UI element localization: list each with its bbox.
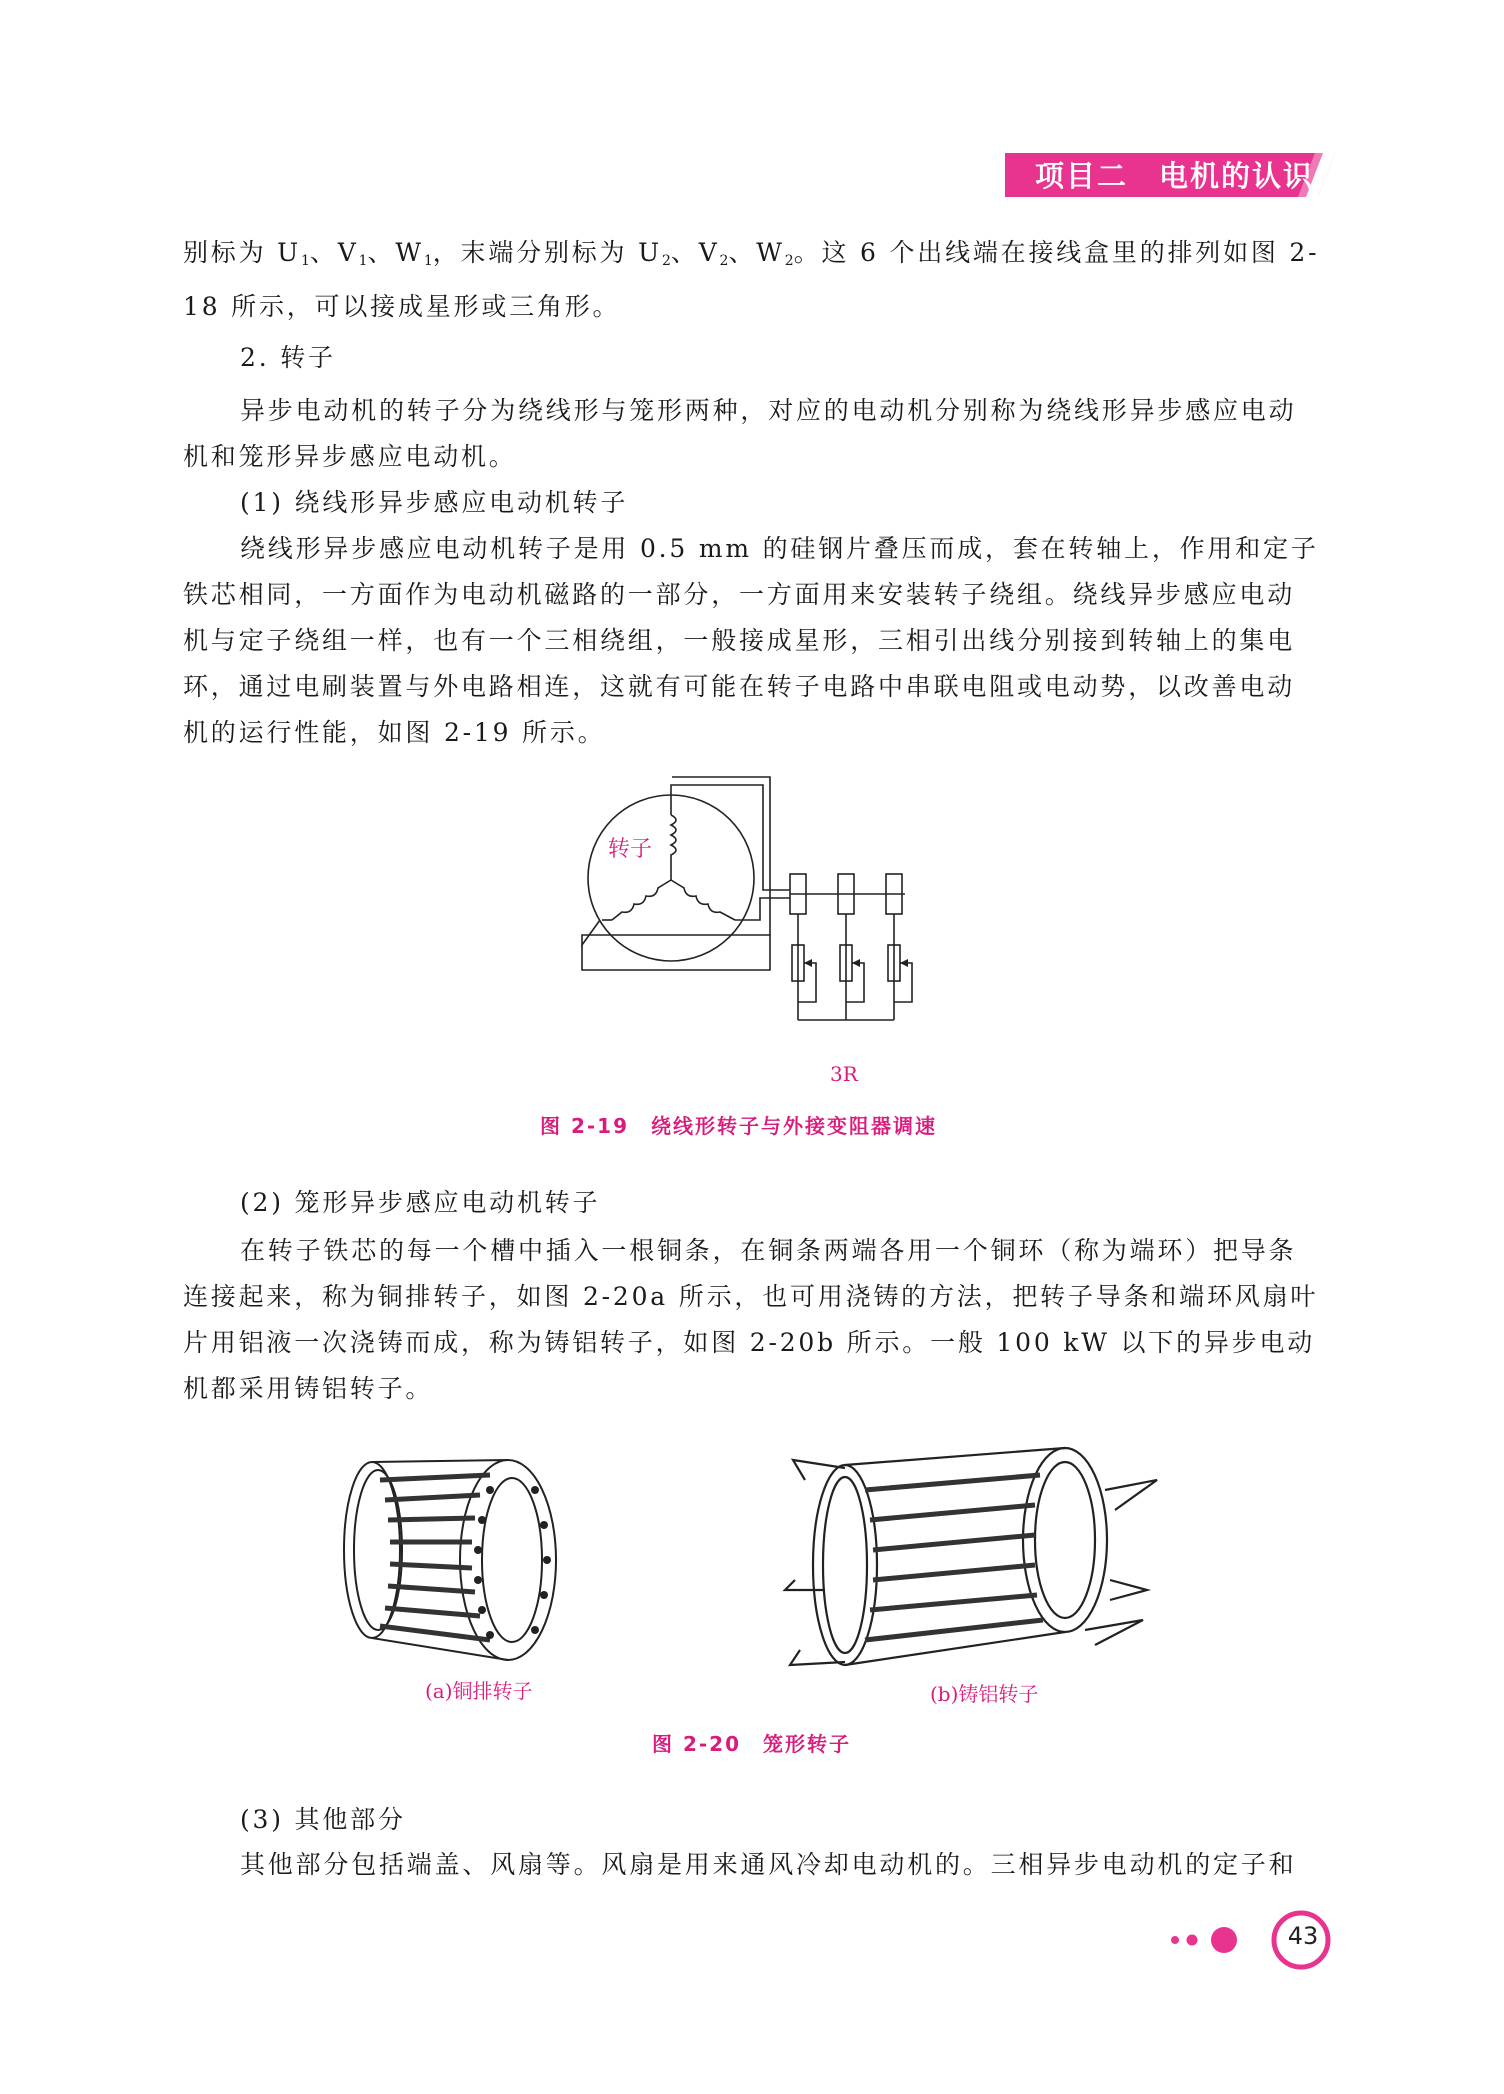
subheading-wound-rotor: (1) 绕线形异步感应电动机转子 [240,488,629,517]
paragraph-wound-rotor: 绕线形异步感应电动机转子是用 0.5 mm 的硅钢片叠压而成，套在转轴上，作用和定子铁芯相同，一方面作为电动机磁路的一部分，一方面用来安装转子绕组。绕线异步感应电动机与定子绕组一样，也有一个三相绕组，一般接成星形，三相引出线分别接到转轴上的集电环，通过电刷装置与外电路相连，这就有可能在转子电路中串联电阻或电动势，以改善电动机的运行性能，如图 2-19 所示。 [183,534,1319,747]
paragraph-other-parts: 其他部分包括端盖、风扇等。风扇是用来通风冷却电动机的。三相异步电动机的定子和 [240,1850,1297,1879]
page-number: 43 [1287,1922,1319,1950]
subheading-other-parts: (3) 其他部分 [240,1805,406,1834]
figure-2-20b-label: (b)铸铝转子 [930,1682,1039,1706]
resistor-label: 3R [830,1062,858,1086]
figure-2-20a-label: (a)铜排转子 [425,1679,533,1703]
section-heading-rotor: 2. 转子 [240,343,336,372]
chapter-title: 项目二 电机的认识 [1035,159,1315,193]
figure-2-19-caption: 图 2-19 绕线形转子与外接变阻器调速 [540,1114,938,1138]
paragraph-terminal-labels: 别标为 $U_1$、$V_1$、$W_1$，末端分别标为 $U_2$、$V_2$、$W_2$。这 6 个出线端在接线盒里的排列如图 2-18 所示，可以接成星形或三角形。 [183,238,1320,321]
copper-bar-rotor-image [330,1450,570,1670]
paragraph-cage-rotor: 在转子铁芯的每一个槽中插入一根铜条，在铜条两端各用一个铜环（称为端环）把导条连接起来，称为铜排转子，如图 2-20a 所示，也可用浇铸的方法，把转子导条和端环风扇叶片用铝液一次浇铸而成，称为铸铝转子，如图 2-20b 所示。一般 100 kW 以下的异步电动机都采用铸铝转子。 [183,1236,1319,1403]
wound-rotor-circuit-diagram [560,770,960,1090]
figure-2-20-caption: 图 2-20 笼形转子 [652,1732,852,1756]
paragraph-rotor-types: 异步电动机的转子分为绕线形与笼形两种，对应的电动机分别称为绕线形异步感应电动机和笼形异步感应电动机。 [183,396,1297,471]
cast-aluminum-rotor-image [785,1440,1165,1680]
rotor-label: 转子 [608,837,653,862]
subheading-cage-rotor: (2) 笼形异步感应电动机转子 [240,1188,601,1217]
